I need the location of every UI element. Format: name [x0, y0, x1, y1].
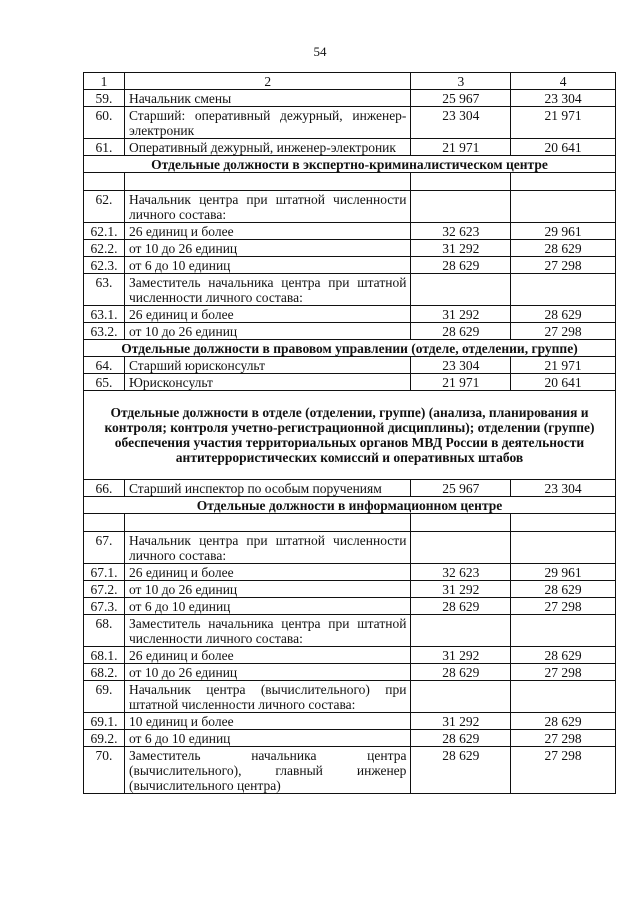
row-number: 61. [84, 139, 125, 156]
position-name: Начальник центра при штатной численности личного состава: [124, 191, 410, 223]
salary-col-4: 21 971 [511, 107, 616, 139]
salary-col-3: 25 967 [411, 480, 511, 497]
row-number: 67.3. [84, 598, 125, 615]
header-cell-2: 2 [124, 73, 410, 90]
salary-col-4 [511, 532, 616, 564]
table-row [84, 223, 616, 240]
row-number: 62.3. [84, 257, 125, 274]
position-name: 26 единиц и более [124, 647, 410, 664]
row-number: 67.2. [84, 581, 125, 598]
position-name: Начальник центра (вычислительного) при штатной численности личного состава: [124, 681, 410, 713]
position-name: Начальник смены [124, 90, 410, 107]
position-name: Заместитель начальника центра при штатной численности личного состава: [124, 274, 410, 306]
salary-col-3: 32 623 [411, 564, 511, 581]
position-name: от 6 до 10 единиц [124, 598, 410, 615]
salary-col-4: 27 298 [511, 323, 616, 340]
row-number: 68.1. [84, 647, 125, 664]
salary-col-3 [411, 615, 511, 647]
page-number: 54 [313, 44, 327, 59]
salary-col-3 [411, 681, 511, 713]
salary-col-3 [411, 191, 511, 223]
position-name: Старший юрисконсульт [124, 357, 410, 374]
salary-col-4: 27 298 [511, 730, 616, 747]
row-number: 62.2. [84, 240, 125, 257]
salary-col-4: 28 629 [511, 713, 616, 730]
salary-col-3: 32 623 [411, 223, 511, 240]
salary-col-3: 28 629 [411, 257, 511, 274]
table-row [84, 240, 616, 257]
salary-col-4: 23 304 [511, 480, 616, 497]
salary-col-4: 23 304 [511, 90, 616, 107]
salary-col-4: 28 629 [511, 306, 616, 323]
row-number: 59. [84, 90, 125, 107]
salary-col-4: 20 641 [511, 139, 616, 156]
salary-col-3: 28 629 [411, 747, 511, 794]
position-name: 26 единиц и более [124, 223, 410, 240]
section-heading: Отдельные должности в экспертно-криминалистическом центре [84, 156, 616, 173]
table-row [84, 139, 616, 156]
header-cell-4: 4 [511, 73, 616, 90]
table-row [84, 191, 616, 223]
row-number: 60. [84, 107, 125, 139]
salary-col-3: 28 629 [411, 323, 511, 340]
table-row [84, 107, 616, 139]
spacer-cell [124, 514, 410, 532]
spacer-row [84, 514, 616, 532]
table-row [84, 581, 616, 598]
salary-col-4: 29 961 [511, 223, 616, 240]
position-name: Оперативный дежурный, инженер-электроник [124, 139, 410, 156]
salary-table [83, 72, 616, 794]
salary-col-3: 21 971 [411, 374, 511, 391]
table-row [84, 374, 616, 391]
row-number: 62. [84, 191, 125, 223]
table-row [84, 480, 616, 497]
row-number: 64. [84, 357, 125, 374]
table-row [84, 747, 616, 794]
section-heading-row [84, 497, 616, 514]
position-name: от 10 до 26 единиц [124, 323, 410, 340]
salary-col-4: 27 298 [511, 257, 616, 274]
spacer-cell [511, 173, 616, 191]
header-cell-3: 3 [411, 73, 511, 90]
table-row [84, 357, 616, 374]
table-row [84, 598, 616, 615]
position-name: 26 единиц и более [124, 306, 410, 323]
salary-col-3: 23 304 [411, 357, 511, 374]
row-number: 68.2. [84, 664, 125, 681]
spacer-cell [124, 173, 410, 191]
spacer-cell [511, 514, 616, 532]
position-name: от 6 до 10 единиц [124, 730, 410, 747]
spacer-cell [84, 173, 125, 191]
spacer-row [84, 173, 616, 191]
position-name: от 6 до 10 единиц [124, 257, 410, 274]
spacer-cell [84, 514, 125, 532]
position-name: 10 единиц и более [124, 713, 410, 730]
salary-col-4 [511, 681, 616, 713]
row-number: 63.1. [84, 306, 125, 323]
table-row [84, 564, 616, 581]
section-heading-row [84, 391, 616, 480]
salary-col-4 [511, 191, 616, 223]
salary-col-3: 21 971 [411, 139, 511, 156]
salary-col-4 [511, 615, 616, 647]
table-row [84, 274, 616, 306]
section-heading: Отдельные должности в правовом управлении (отделе, отделении, группе) [84, 340, 616, 357]
table-row [84, 90, 616, 107]
table-row [84, 681, 616, 713]
position-name: 26 единиц и более [124, 564, 410, 581]
salary-col-4: 28 629 [511, 581, 616, 598]
salary-col-4: 28 629 [511, 647, 616, 664]
section-heading-row [84, 340, 616, 357]
table-row [84, 730, 616, 747]
salary-col-3: 31 292 [411, 581, 511, 598]
position-name: Юрисконсульт [124, 374, 410, 391]
salary-col-3: 28 629 [411, 664, 511, 681]
row-number: 65. [84, 374, 125, 391]
row-number: 63. [84, 274, 125, 306]
salary-col-3 [411, 532, 511, 564]
salary-col-3: 31 292 [411, 713, 511, 730]
row-number: 70. [84, 747, 125, 794]
salary-col-3: 31 292 [411, 306, 511, 323]
salary-col-3: 25 967 [411, 90, 511, 107]
table-row [84, 713, 616, 730]
salary-col-4: 29 961 [511, 564, 616, 581]
salary-col-4: 27 298 [511, 747, 616, 794]
position-name: от 10 до 26 единиц [124, 581, 410, 598]
salary-col-4: 27 298 [511, 664, 616, 681]
table-row [84, 257, 616, 274]
salary-col-3 [411, 274, 511, 306]
header-row [84, 73, 616, 90]
position-name: Старший инспектор по особым поручениям [124, 480, 410, 497]
row-number: 63.2. [84, 323, 125, 340]
salary-col-4: 20 641 [511, 374, 616, 391]
position-name: от 10 до 26 единиц [124, 664, 410, 681]
position-name: Заместитель начальника центра (вычислительного), главный инженер (вычислительного центра) [124, 747, 410, 794]
position-name: Начальник центра при штатной численности личного состава: [124, 532, 410, 564]
header-cell-1: 1 [84, 73, 125, 90]
row-number: 67.1. [84, 564, 125, 581]
salary-col-4: 28 629 [511, 240, 616, 257]
salary-col-3: 23 304 [411, 107, 511, 139]
row-number: 68. [84, 615, 125, 647]
row-number: 62.1. [84, 223, 125, 240]
table-body [84, 73, 616, 794]
position-name: от 10 до 26 единиц [124, 240, 410, 257]
table-row [84, 532, 616, 564]
salary-col-4: 27 298 [511, 598, 616, 615]
salary-col-3: 31 292 [411, 647, 511, 664]
section-heading-row [84, 156, 616, 173]
position-name: Старший: оперативный дежурный, инженер-электроник [124, 107, 410, 139]
position-name: Заместитель начальника центра при штатной численности личного состава: [124, 615, 410, 647]
table-row [84, 615, 616, 647]
row-number: 69.1. [84, 713, 125, 730]
table-row [84, 647, 616, 664]
section-heading: Отдельные должности в отделе (отделении, группе) (анализа, планирования и контроля; контроля учетно-регистрационной дисциплины); отделении (группе) обеспечения участия территориальных органов МВД России в деятельности антитеррористических комиссий и оперативных штабов [84, 391, 616, 480]
spacer-cell [411, 173, 511, 191]
table-row [84, 664, 616, 681]
salary-col-3: 28 629 [411, 730, 511, 747]
table-row [84, 306, 616, 323]
row-number: 69. [84, 681, 125, 713]
spacer-cell [411, 514, 511, 532]
salary-col-3: 31 292 [411, 240, 511, 257]
salary-col-3: 28 629 [411, 598, 511, 615]
salary-col-4 [511, 274, 616, 306]
salary-col-4: 21 971 [511, 357, 616, 374]
row-number: 69.2. [84, 730, 125, 747]
section-heading: Отдельные должности в информационном центре [84, 497, 616, 514]
row-number: 66. [84, 480, 125, 497]
table-row [84, 323, 616, 340]
row-number: 67. [84, 532, 125, 564]
